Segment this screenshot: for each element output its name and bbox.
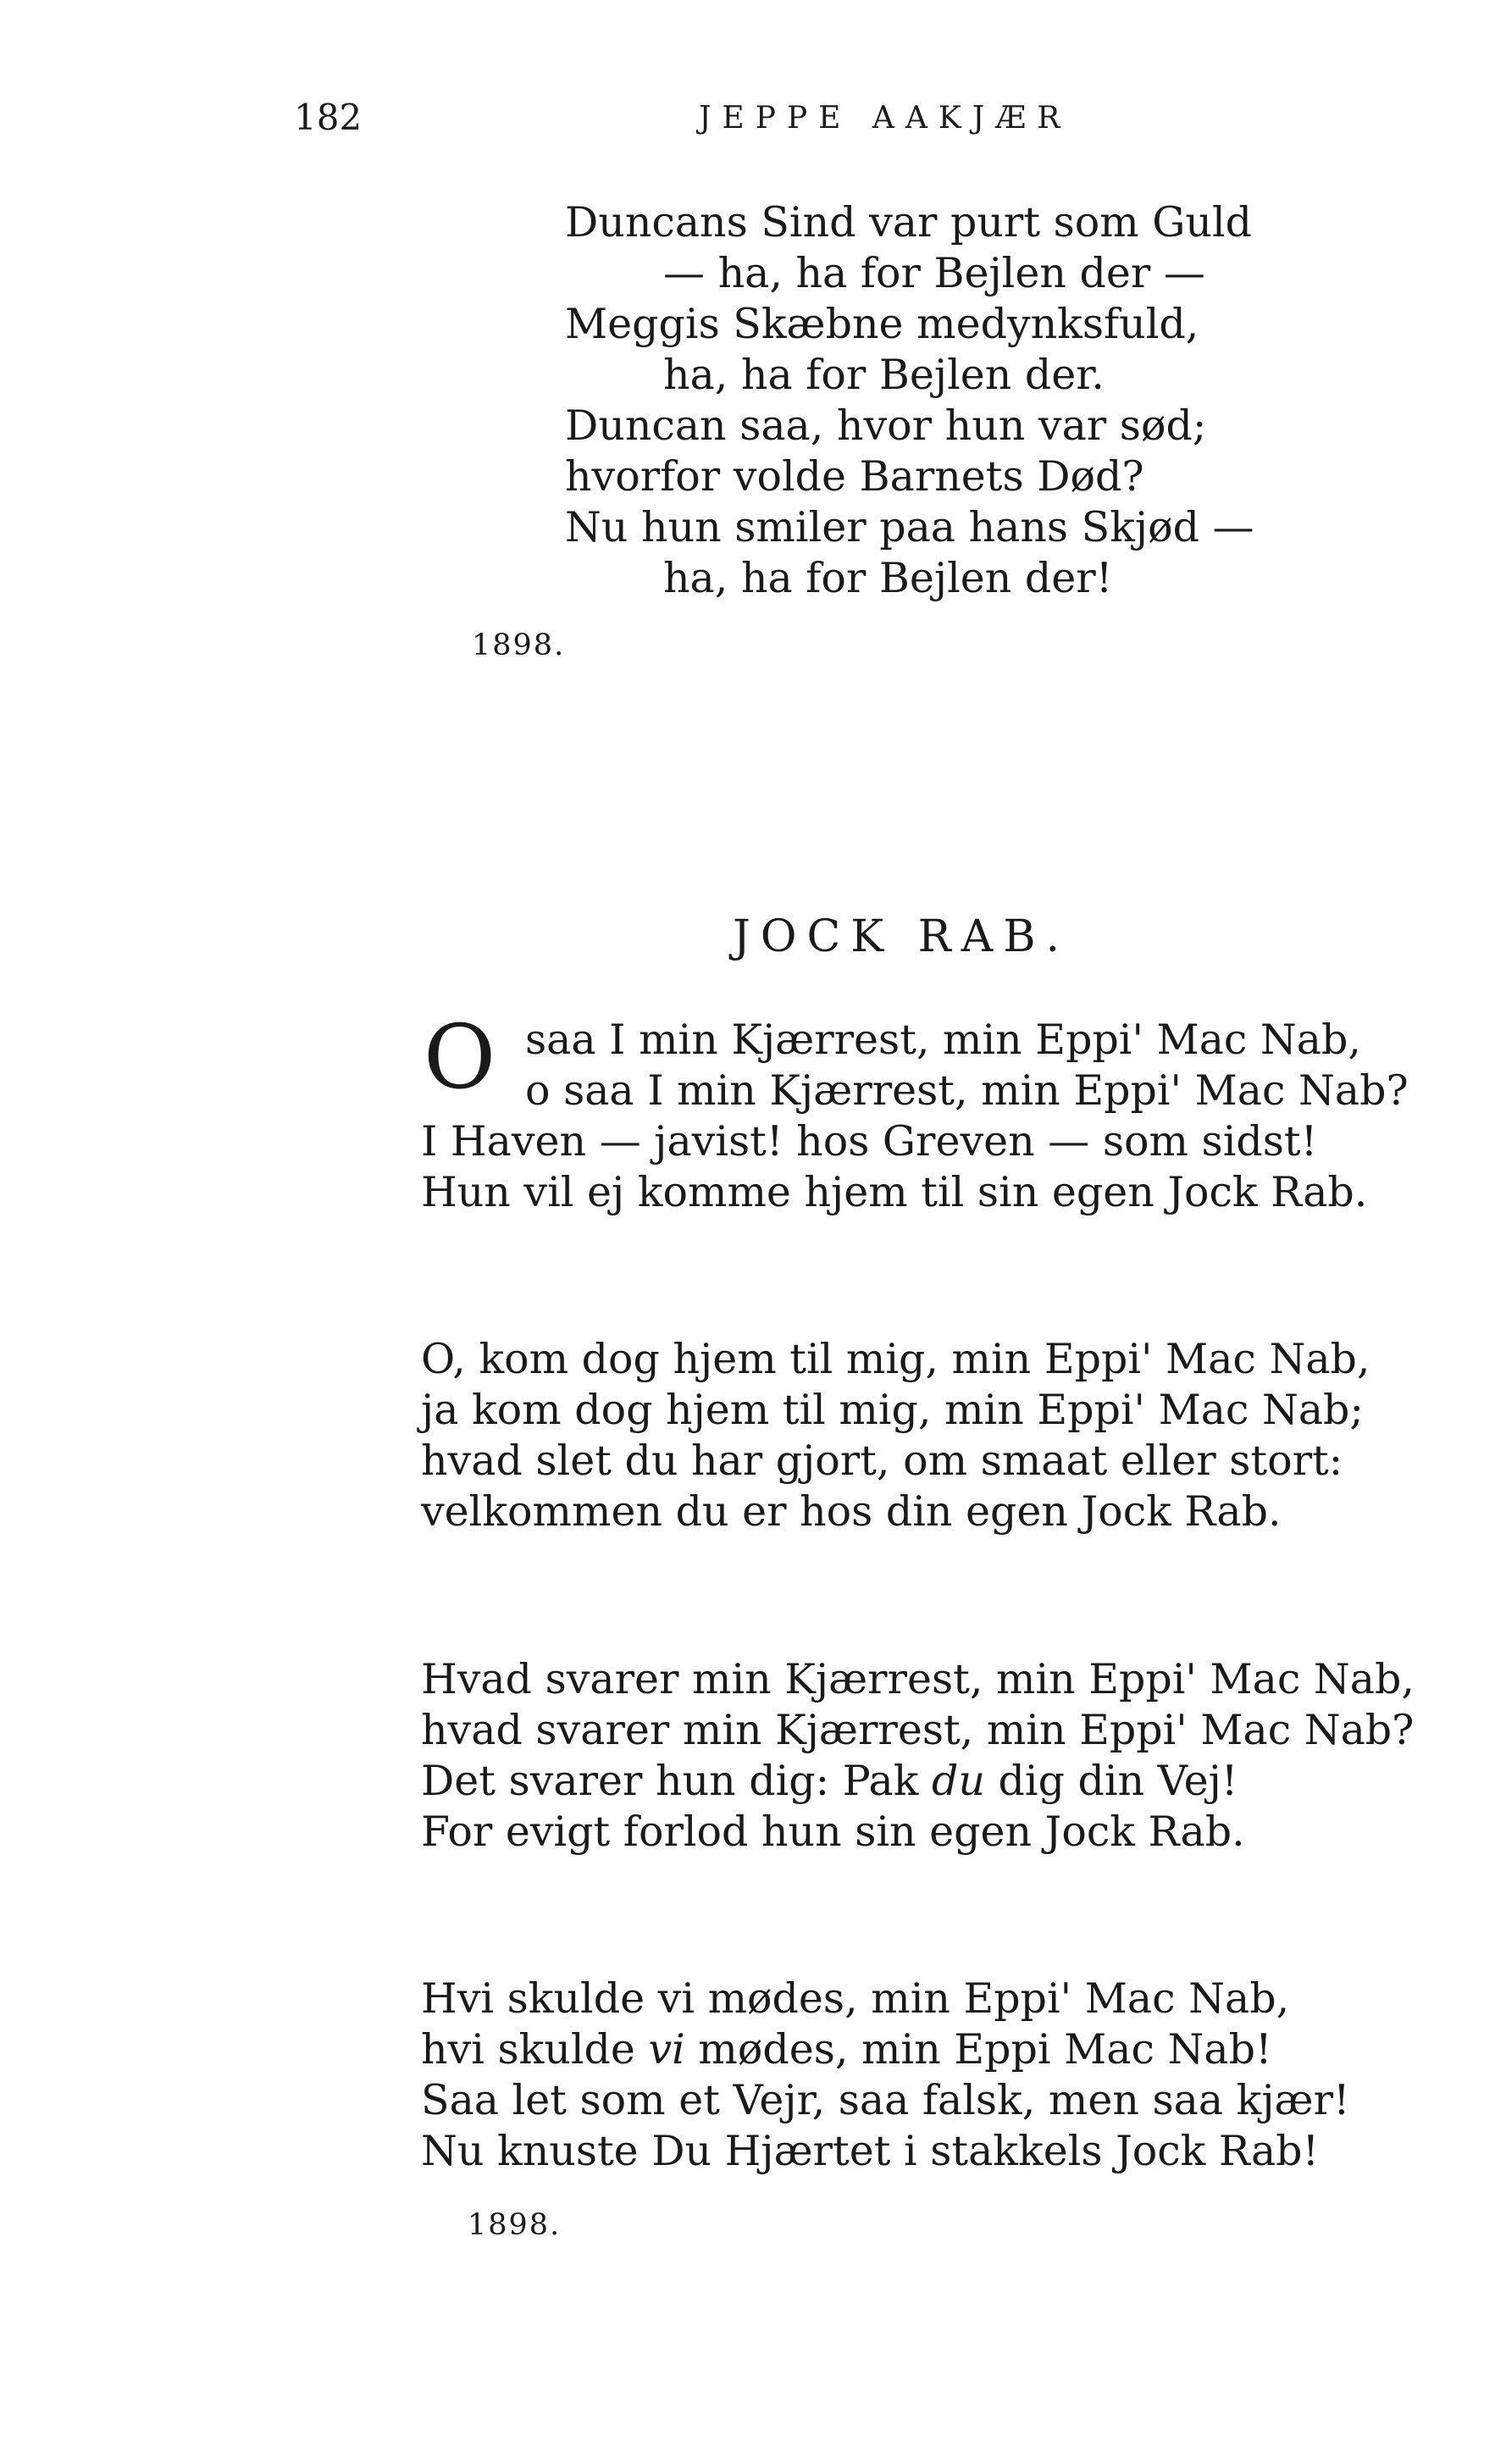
previous-poem-line: Nu hun smiler paa hans Skjød — [565, 503, 1254, 551]
stanza4-line: Hvi skulde vi mødes, min Eppi' Mac Nab, [421, 1974, 1290, 2023]
poem-date: 1898. [472, 628, 566, 662]
line-text: mødes, min Eppi Mac Nab! [684, 2025, 1272, 2074]
running-title: JEPPE AAKJÆR [699, 101, 1071, 136]
previous-poem-line: Duncans Sind var purt som Guld [565, 198, 1253, 246]
stanza2-line: O, kom dog hjem til mig, min Eppi' Mac Nab, [421, 1335, 1370, 1383]
poem-date: 1898. [468, 2208, 562, 2242]
stanza3-line [421, 1757, 1238, 1805]
previous-poem-line: — ha, ha for Bejlen der — [663, 249, 1205, 297]
previous-poem-line: Duncan saa, hvor hun var sød; [565, 401, 1207, 450]
page-number: 182 [294, 97, 363, 138]
stanza3-line: hvad svarer min Kjærrest, min Eppi' Mac Nab? [421, 1706, 1415, 1754]
poem-title: JOCK RAB. [733, 911, 1071, 962]
stanza2-line: velkommen du er hos din egen Jock Rab. [421, 1487, 1282, 1536]
stanza1-line: saa I min Kjærrest, min Eppi' Mac Nab, [525, 1016, 1361, 1064]
previous-poem-line: ha, ha for Bejlen der! [663, 554, 1113, 602]
line-text: dig din Vej! [984, 1757, 1238, 1805]
stanza3-line: Hvad svarer min Kjærrest, min Eppi' Mac Nab, [421, 1655, 1415, 1703]
line-text: hvi skulde [421, 2025, 649, 2074]
stanza1-line: I Haven — javist! hos Greven — som sidst! [421, 1117, 1318, 1166]
stanza2-line: hvad slet du har gjort, om smaat eller stort: [421, 1437, 1343, 1485]
drop-cap: O [424, 1005, 496, 1109]
line-text: Det svarer hun dig: Pak [421, 1757, 933, 1805]
previous-poem-line: hvorfor volde Barnets Død? [565, 452, 1144, 501]
stanza1-line: o saa I min Kjærrest, min Eppi' Mac Nab? [525, 1066, 1409, 1115]
emphasized-word: vi [648, 2025, 685, 2074]
previous-poem-line: ha, ha for Bejlen der. [663, 351, 1105, 399]
stanza1-line: Hun vil ej komme hjem til sin egen Jock Rab. [421, 1168, 1368, 1216]
emphasized-word: du [932, 1757, 985, 1805]
stanza3-line: For evigt forlod hun sin egen Jock Rab. [421, 1808, 1245, 1856]
stanza4-line: Nu knuste Du Hjærtet i stakkels Jock Rab! [421, 2127, 1320, 2175]
stanza4-line [421, 2025, 1272, 2074]
stanza2-line: ja kom dog hjem til mig, min Eppi' Mac Nab; [421, 1386, 1364, 1434]
previous-poem-line: Meggis Skæbne medynksfuld, [565, 300, 1199, 348]
stanza4-line: Saa let som et Vejr, saa falsk, men saa kjær! [421, 2076, 1350, 2124]
